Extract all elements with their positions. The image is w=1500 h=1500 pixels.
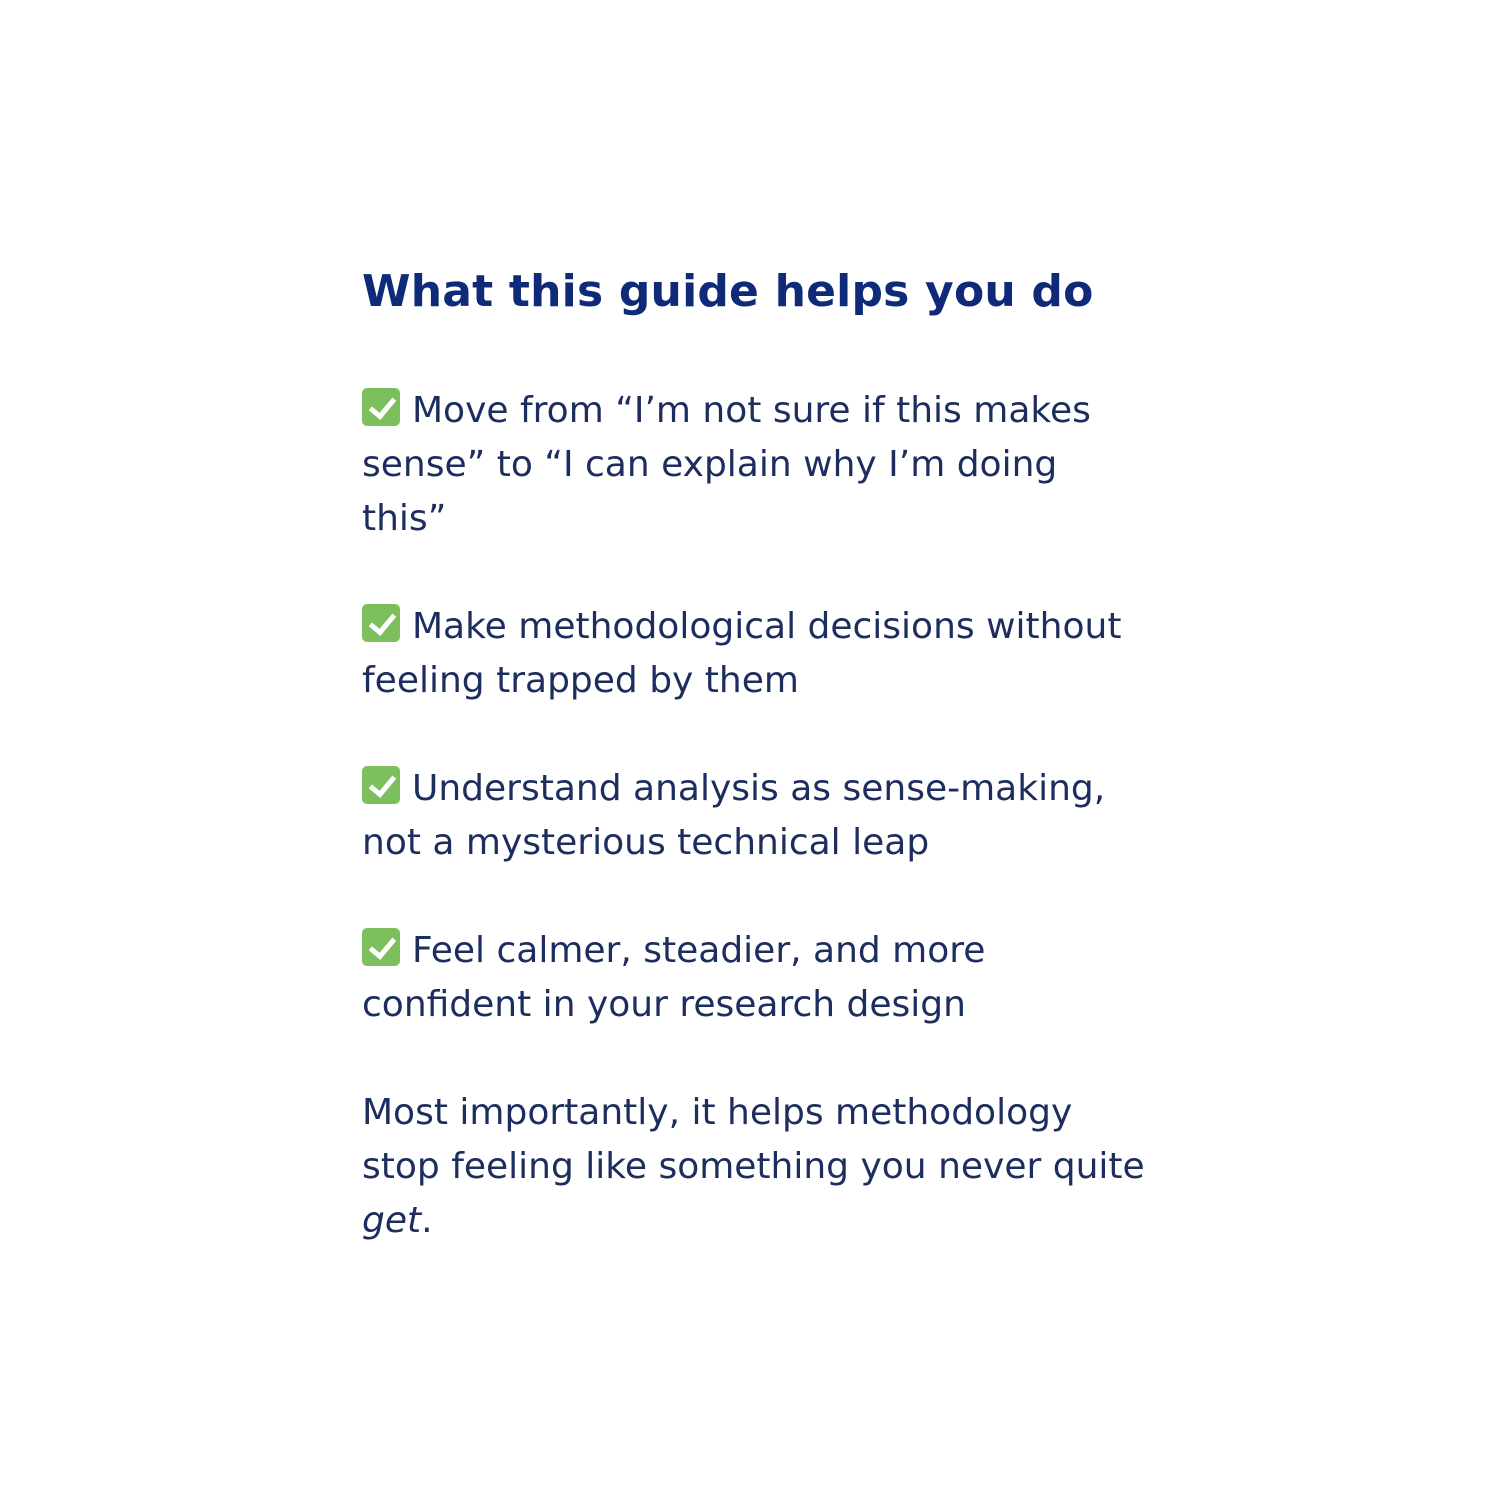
- list-item-text: Move from “I’m not sure if this makes sense” to “I can explain why I’m doing this”: [362, 390, 1091, 539]
- list-item-text: Make methodological decisions without feeling trapped by them: [362, 606, 1122, 701]
- closing-punctuation: .: [421, 1200, 433, 1241]
- list-item-text: Understand analysis as sense-making, not a mysterious technical leap: [362, 768, 1106, 863]
- closing-paragraph: [362, 1086, 1152, 1248]
- check-mark-icon: [362, 604, 400, 642]
- check-mark-icon: [362, 928, 400, 966]
- page-title: What this guide helps you do: [362, 266, 1094, 317]
- check-mark-icon: [362, 766, 400, 804]
- list-item: [362, 762, 1152, 870]
- list-item: [362, 924, 1152, 1032]
- check-mark-icon: [362, 388, 400, 426]
- closing-emphasis: get: [362, 1200, 422, 1241]
- list-item: [362, 600, 1152, 708]
- list-item: [362, 384, 1152, 546]
- benefit-list: [362, 384, 1152, 1032]
- closing-text: Most importantly, it helps methodology stop feeling like something you never quite: [362, 1092, 1145, 1187]
- content-block: [362, 262, 1152, 1248]
- list-item-text: Feel calmer, steadier, and more confident in your research design: [362, 930, 986, 1025]
